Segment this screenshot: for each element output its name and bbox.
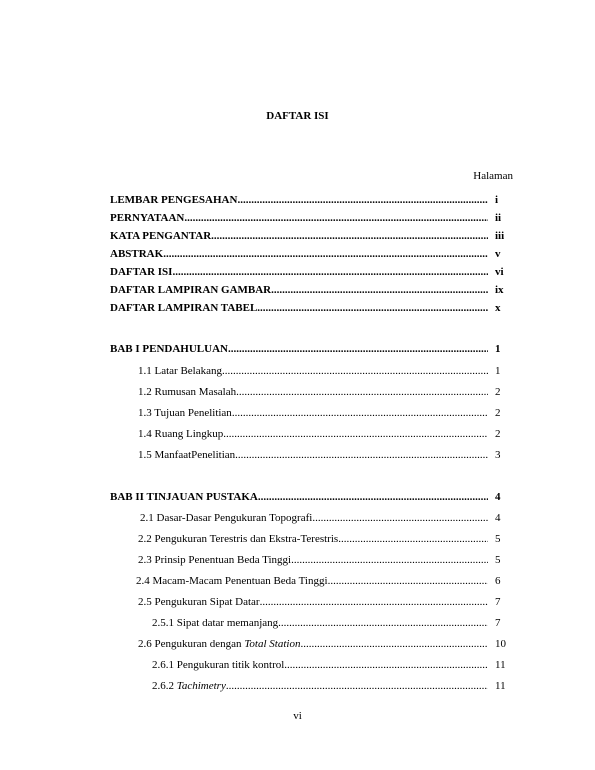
- toc-subentry: 2.6.1 Pengukuran titik kontrol .....: [152, 658, 488, 672]
- chapter-heading: BAB I PENDAHULUAN .....: [110, 342, 488, 356]
- toc-entry: 2.3 Prinsip Penentuan Beda Tinggi .....: [138, 553, 488, 567]
- toc-page: 7: [495, 596, 501, 608]
- italic-term: Tachimetry: [176, 680, 226, 692]
- column-header: Halaman: [473, 170, 513, 182]
- toc-page: ix: [495, 284, 504, 296]
- toc-page: vi: [495, 266, 504, 278]
- toc-entry: LEMBAR PENGESAHAN .....: [110, 193, 488, 207]
- toc-page: 2: [495, 428, 501, 440]
- toc-entry: 2.5 Pengukuran Sipat Datar .....: [138, 595, 488, 609]
- toc-subentry: 2.6.2 Tachimetry .....: [152, 679, 488, 693]
- toc-entry: 2.2 Pengukuran Terestris dan Ekstra-Terestris .....: [138, 532, 488, 546]
- toc-entry: KATA PENGANTAR .....: [110, 229, 488, 243]
- toc-entry: DAFTAR LAMPIRAN TABEL .....: [110, 301, 488, 315]
- toc-page: 2: [495, 386, 501, 398]
- toc-entry: DAFTAR ISI .....: [110, 265, 488, 279]
- toc-entry: 1.2 Rumusan Masalah .....: [138, 385, 488, 399]
- toc-page: 4: [495, 491, 501, 503]
- toc-page: 10: [495, 638, 506, 650]
- page-title: DAFTAR ISI: [266, 110, 329, 122]
- toc-entry: PERNYATAAN .....: [110, 211, 488, 225]
- toc-page: 7: [495, 617, 501, 629]
- chapter-heading: BAB II TINJAUAN PUSTAKA .....: [110, 490, 488, 504]
- toc-page: x: [495, 302, 501, 314]
- toc-page: 1: [495, 343, 501, 355]
- toc-entry: ABSTRAK .....: [110, 247, 488, 261]
- toc-page: v: [495, 248, 501, 260]
- toc-entry: 1.4 Ruang Lingkup .....: [138, 427, 488, 441]
- toc-entry: DAFTAR LAMPIRAN GAMBAR .....: [110, 283, 488, 297]
- toc-page: 11: [495, 680, 506, 692]
- toc-page: 1: [495, 365, 501, 377]
- toc-page: i: [495, 194, 499, 206]
- toc-page: 11: [495, 659, 506, 671]
- toc-entry: 2.4 Macam-Macam Penentuan Beda Tinggi .....: [136, 574, 488, 588]
- italic-term: Total Station: [244, 638, 301, 650]
- toc-entry: 2.1 Dasar-Dasar Pengukuran Topografi .....: [140, 511, 488, 525]
- toc-page: iii: [495, 230, 505, 242]
- toc-page: ii: [495, 212, 502, 224]
- toc-page: 2: [495, 407, 501, 419]
- toc-subentry: 2.5.1 Sipat datar memanjang .....: [152, 616, 488, 630]
- page-number: vi: [293, 710, 302, 722]
- toc-page: 6: [495, 575, 501, 587]
- toc-page: 4: [495, 512, 501, 524]
- toc-page: 3: [495, 449, 501, 461]
- toc-entry: 1.1 Latar Belakang .....: [138, 364, 488, 378]
- toc-page: 5: [495, 554, 501, 566]
- toc-entry: 1.5 ManfaatPenelitian .....: [138, 448, 488, 462]
- toc-page: 5: [495, 533, 501, 545]
- toc-entry: 2.6 Pengukuran dengan Total Station .....: [138, 637, 488, 651]
- toc-entry: 1.3 Tujuan Penelitian .....: [138, 406, 488, 420]
